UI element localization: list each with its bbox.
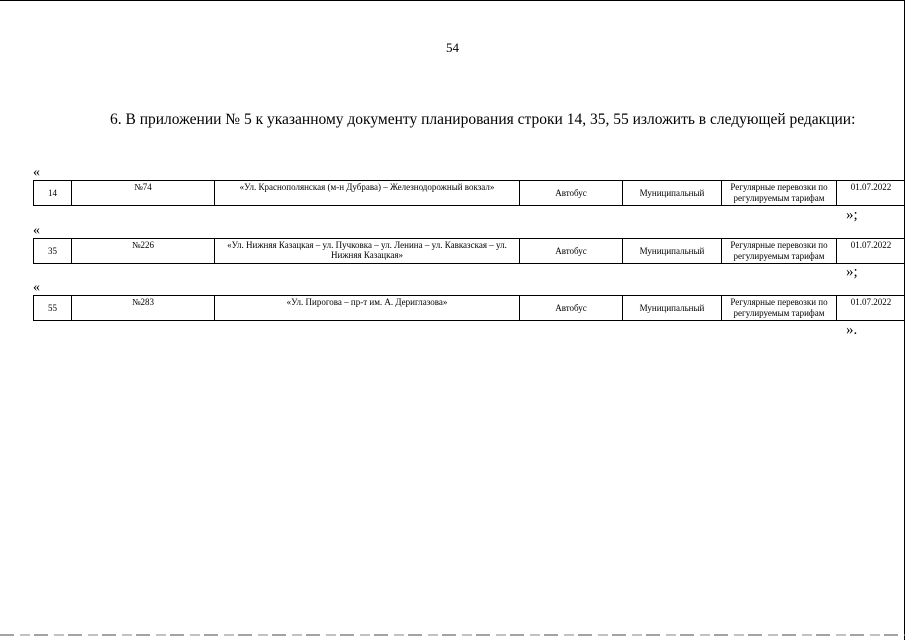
transport-cell: Автобус (520, 296, 623, 321)
route-type-cell: Муниципальный (623, 296, 722, 321)
transport-cell: Автобус (520, 181, 623, 206)
date-cell: 01.07.2022 (837, 296, 905, 321)
route-path-cell: «Ул. Краснополянская (м-н Дубрава) – Железнодорожный вокзал» (215, 181, 520, 206)
amendment-heading: 6. В приложении № 5 к указанному документу планирования строки 14, 35, 55 изложить в следующей редакции: (110, 111, 856, 128)
table-row (34, 239, 905, 264)
tariff-cell: Регулярные перевозки по регулируемым тарифам (722, 181, 837, 206)
open-quote: « (33, 280, 40, 295)
close-quote: »; (846, 207, 858, 223)
open-quote: « (33, 223, 40, 238)
route-table-row-14 (33, 180, 905, 206)
page-number: 54 (446, 40, 459, 55)
route-type-cell: Муниципальный (623, 239, 722, 264)
table-row (34, 296, 905, 321)
open-quote: « (33, 165, 40, 180)
route-number-cell: №74 (72, 181, 215, 206)
tariff-cell: Регулярные перевозки по регулируемым тарифам (722, 239, 837, 264)
transport-cell: Автобус (520, 239, 623, 264)
date-cell: 01.07.2022 (837, 181, 905, 206)
route-number-cell: №226 (72, 239, 215, 264)
row-number-cell: 14 (34, 181, 72, 206)
route-path-cell: «Ул. Нижняя Казацкая – ул. Пучковка – ул. Ленина – ул. Кавказская – ул. Нижняя Казацкая» (215, 239, 520, 264)
route-table-row-35 (33, 238, 905, 264)
close-quote: »; (846, 264, 858, 280)
row-number-cell: 55 (34, 296, 72, 321)
route-type-cell: Муниципальный (623, 181, 722, 206)
scan-artifact-line (0, 634, 905, 636)
close-quote: ». (846, 322, 858, 338)
tariff-cell: Регулярные перевозки по регулируемым тарифам (722, 296, 837, 321)
table-row (34, 181, 905, 206)
route-table-row-55 (33, 295, 905, 321)
date-cell: 01.07.2022 (837, 239, 905, 264)
route-path-cell: «Ул. Пирогова – пр-т им. А. Дериглазова» (215, 296, 520, 321)
row-number-cell: 35 (34, 239, 72, 264)
route-number-cell: №283 (72, 296, 215, 321)
